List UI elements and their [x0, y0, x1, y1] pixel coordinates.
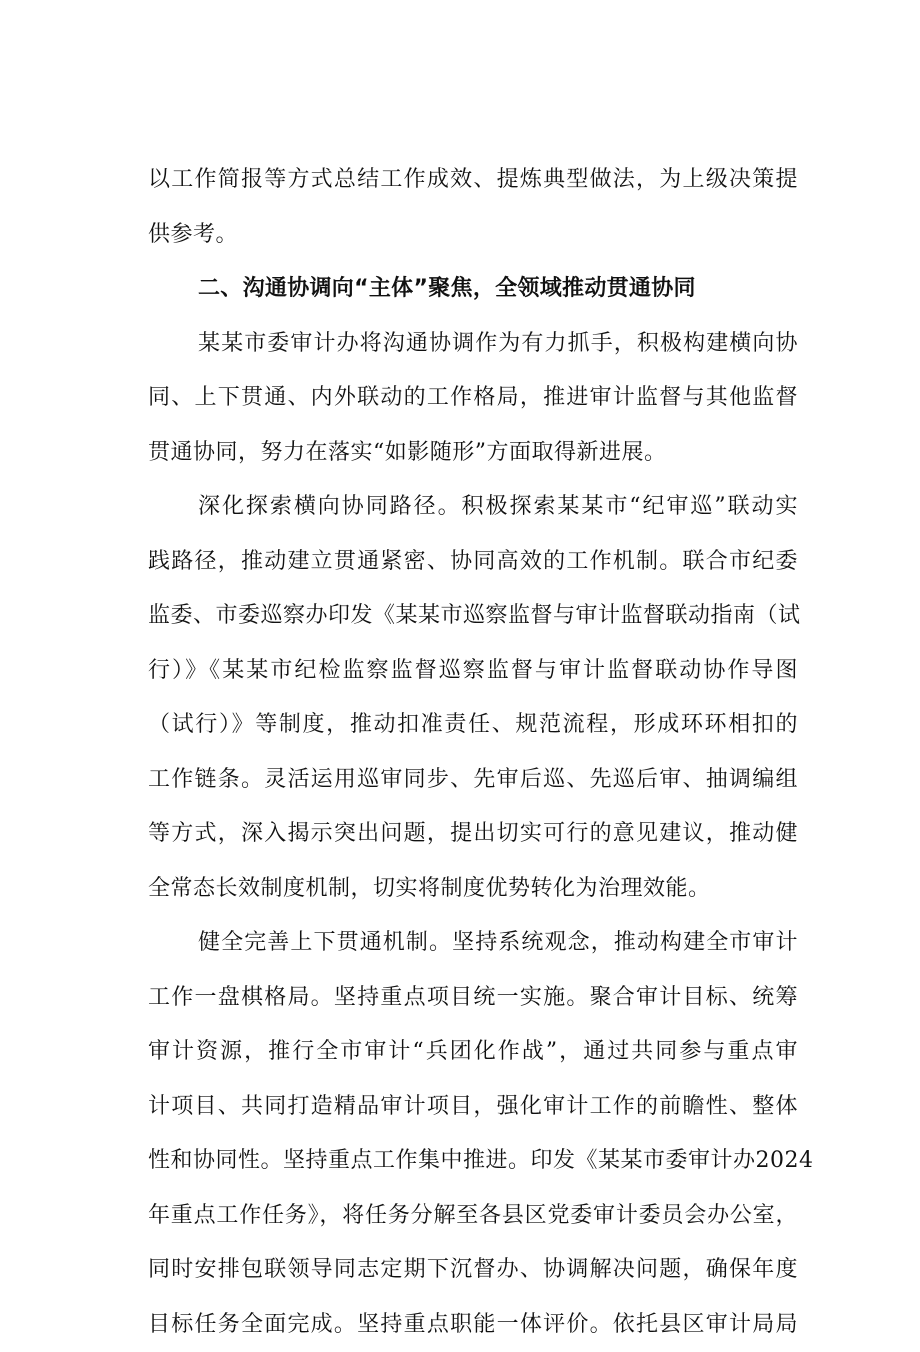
- text-line: 供参考。: [148, 208, 798, 263]
- text-line: 同时安排包联领导同志定期下沉督办、协调解决问题，确保年度: [148, 1243, 798, 1298]
- text-line: 深化探索横向协同路径。积极探索某某市“纪审巡”联动实: [148, 480, 798, 535]
- text-line: 全常态长效制度机制，切实将制度优势转化为治理效能。: [148, 862, 798, 917]
- text-line: 工作链条。灵活运用巡审同步、先审后巡、先巡后审、抽调编组: [148, 753, 798, 808]
- text-line: 审计资源，推行全市审计“兵团化作战”，通过共同参与重点审: [148, 1025, 798, 1080]
- text-line: 年重点工作任务》，将任务分解至各县区党委审计委员会办公室，: [148, 1189, 798, 1244]
- text-line: 工作一盘棋格局。坚持重点项目统一实施。聚合审计目标、统筹: [148, 971, 798, 1026]
- text-line: 行）》《某某市纪检监察监督巡察监督与审计监督联动协作导图: [148, 644, 798, 699]
- text-line: 健全完善上下贯通机制。坚持系统观念，推动构建全市审计: [148, 916, 798, 971]
- text-line: 践路径，推动建立贯通紧密、协同高效的工作机制。联合市纪委: [148, 535, 798, 590]
- section-heading: 二、沟通协调向“主体”聚焦，全领域推动贯通协同: [148, 262, 798, 317]
- text-line: 计项目、共同打造精品审计项目，强化审计工作的前瞻性、整体: [148, 1080, 798, 1135]
- text-line: 以工作简报等方式总结工作成效、提炼典型做法，为上级决策提: [148, 153, 798, 208]
- text-line: 某某市委审计办将沟通协调作为有力抓手，积极构建横向协: [148, 317, 798, 372]
- document-body: [148, 153, 798, 1352]
- text-line: （试行）》等制度，推动扣准责任、规范流程，形成环环相扣的: [148, 698, 798, 753]
- text-line: 贯通协同，努力在落实“如影随形”方面取得新进展。: [148, 426, 798, 481]
- text-line: 目标任务全面完成。坚持重点职能一体评价。依托县区审计局局: [148, 1298, 798, 1352]
- text-line: 等方式，深入揭示突出问题，提出切实可行的意见建议，推动健: [148, 807, 798, 862]
- text-line: 同、上下贯通、内外联动的工作格局，推进审计监督与其他监督: [148, 371, 798, 426]
- text-line: 监委、市委巡察办印发《某某市巡察监督与审计监督联动指南（试: [148, 589, 798, 644]
- text-line: 性和协同性。坚持重点工作集中推进。印发《某某市委审计办2024: [148, 1134, 798, 1189]
